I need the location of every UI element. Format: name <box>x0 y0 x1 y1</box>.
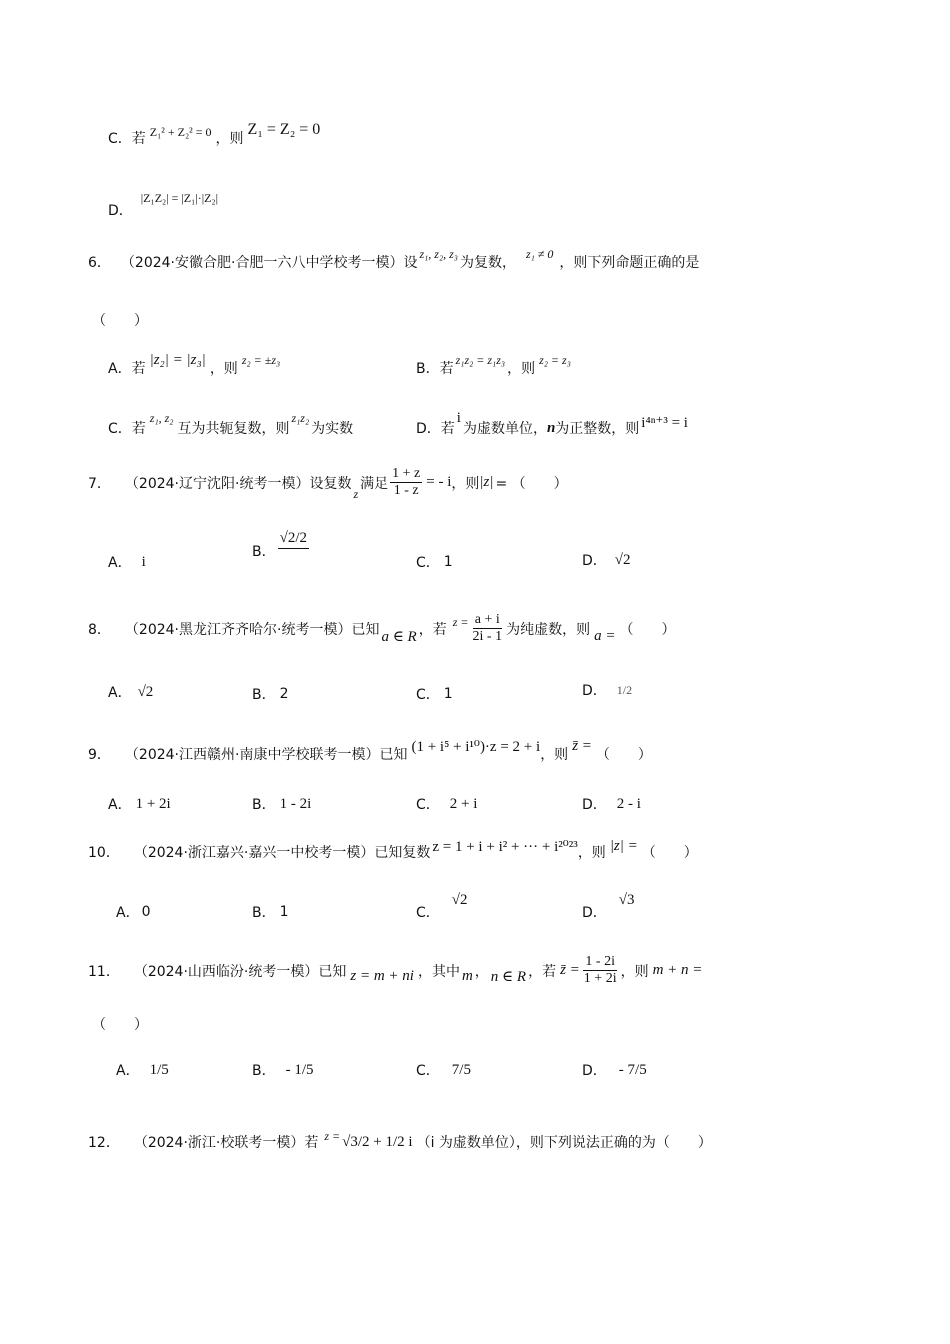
q6-a-label: A．若 <box>108 361 146 377</box>
q7-frac-den: 1 - z <box>393 483 419 498</box>
q11-expr: z = m + ni <box>350 968 414 984</box>
q10-tail: ，则 <box>577 845 606 861</box>
q7-b-label: B． <box>252 543 276 560</box>
q6-d-mid2: 为正整数，则 <box>555 421 640 437</box>
q6-option-d <box>416 409 688 437</box>
q5-d-label: D． <box>108 203 133 219</box>
q11-d-label: D． <box>582 1063 607 1079</box>
q6-c-label: C．若 <box>108 421 146 437</box>
q12-num: 12． <box>88 1135 120 1151</box>
q6-vars: z₁, z₂, z₃ <box>419 246 458 261</box>
q7-option-c <box>416 552 453 572</box>
q9-b-val: 1 - 2i <box>279 795 312 812</box>
q7-option-d <box>582 550 631 570</box>
q11-option-c <box>416 1060 471 1080</box>
q11-m: m <box>461 968 473 984</box>
q9-d-val: 2 - i <box>616 795 641 812</box>
q7-mid: 满足 <box>360 475 389 492</box>
q8-tail: 为纯虚数，则 <box>506 621 591 638</box>
q7-option-a <box>108 552 146 572</box>
q11-a-label: A． <box>116 1063 140 1079</box>
q12-stem <box>88 1128 712 1152</box>
q7-eq: = - i <box>426 474 452 490</box>
q11-source: （2024·山西临汾·统考一模）已知 <box>133 963 347 980</box>
q7-paren: = （ ） <box>495 475 568 492</box>
q6-c-vars: z₁, z₂ <box>149 410 174 425</box>
q6-mid: 为复数， <box>459 255 516 271</box>
q5-option-d <box>108 188 219 219</box>
q6-paren-row <box>92 310 148 330</box>
q6-c-tail: 为实数 <box>311 421 354 437</box>
q9-option-d <box>582 794 641 814</box>
q6-source: （2024·安徽合肥·合肥一六八中学校考一模）设 <box>120 255 418 271</box>
q6-a-concl: z₂ = ±z₃ <box>241 352 281 367</box>
q12-tail: （i 为虚数单位），则下列说法正确的为（ ） <box>416 1135 712 1151</box>
q10-stem <box>88 836 698 861</box>
q10-b-label: B． <box>252 905 276 921</box>
q11-zbar: z̄ = <box>560 962 580 978</box>
q9-c-label: C． <box>416 797 440 813</box>
q10-a-val: 0 <box>141 904 151 920</box>
q8-paren: （ ） <box>619 621 676 638</box>
q5-c-mid: ，则 <box>215 131 244 147</box>
q10-num: 10． <box>88 845 120 861</box>
q7-frac-num: 1 + z <box>392 466 421 481</box>
q6-c-expr: z₁z₂ <box>291 410 310 425</box>
q11-a-val: 1/5 <box>149 1061 169 1078</box>
q7-c-val: 1 <box>443 554 453 570</box>
q6-option-c <box>108 410 354 437</box>
q11-sep: ， <box>474 963 489 980</box>
q7-b-val: √2/2 <box>278 528 309 549</box>
q8-cond: a ∈ R <box>381 629 417 645</box>
q8-num: 8． <box>88 621 111 638</box>
q11-b-label: B． <box>252 1063 276 1079</box>
q6-paren: （ ） <box>92 313 148 329</box>
q7-source: （2024·辽宁沈阳·统考一模）设复数 <box>124 475 352 492</box>
q5-c-cond: Z₁² + Z₂² = 0 <box>149 124 212 139</box>
q10-a-label: A． <box>116 905 140 921</box>
q11-d-val: - 7/5 <box>618 1061 647 1078</box>
q6-b-mid: ，则 <box>507 361 536 377</box>
q11-mid: ，其中 <box>417 963 460 980</box>
q11-tail: ，则 <box>620 963 649 980</box>
q8-a-eq: a = <box>594 628 616 644</box>
q10-expr: z = 1 + i + i² + ··· + i²⁰²³ <box>432 838 578 855</box>
q9-expr: (1 + i⁵ + i¹⁰)·z = 2 + i <box>411 738 541 755</box>
q8-option-c <box>416 684 453 704</box>
q7-z: z <box>353 487 359 501</box>
q6-option-b <box>416 350 571 377</box>
q10-b-val: 1 <box>279 904 289 920</box>
q11-b-val: - 1/5 <box>285 1061 314 1078</box>
q11-num: 11． <box>88 963 120 980</box>
q10-option-a <box>116 902 151 922</box>
q6-c-mid: 互为共轭复数，则 <box>177 421 290 437</box>
q11-stem <box>88 954 702 987</box>
q8-mid: ，若 <box>418 621 447 638</box>
q9-c-val: 2 + i <box>449 795 478 812</box>
q7-d-label: D． <box>582 553 607 569</box>
q7-tail: ，则 <box>451 475 480 492</box>
q10-option-b <box>252 902 289 922</box>
q9-a-label: A． <box>108 797 132 813</box>
q9-tail: ，则 <box>540 747 569 763</box>
q11-c-val: 7/5 <box>451 1061 471 1078</box>
q6-b-concl: z₂ = z₃ <box>539 352 571 367</box>
q11-frac-den: 1 + 2i <box>583 971 617 986</box>
q5-c-concl: Z₁ = Z₂ = 0 <box>247 121 321 138</box>
q7-fraction <box>390 466 422 499</box>
q9-option-c <box>416 794 477 814</box>
q6-d-mid: 为虚数单位， <box>462 421 547 437</box>
q7-c-label: C． <box>416 555 440 571</box>
q6-stem <box>88 246 700 272</box>
q7-a-label: A． <box>108 555 132 571</box>
q8-option-a <box>108 682 153 702</box>
q8-option-b <box>252 684 289 704</box>
q8-frac-den: 2i - 1 <box>472 629 503 644</box>
q9-b-label: B． <box>252 797 276 813</box>
q8-frac-num: a + i <box>474 612 500 627</box>
q8-d-label: D． <box>582 683 607 699</box>
q8-d-val: 1/2 <box>616 682 633 697</box>
q11-mid2: ，若 <box>528 963 557 980</box>
q7-d-val: √2 <box>614 551 631 568</box>
q6-d-n: n <box>546 419 556 436</box>
q6-option-a <box>108 350 281 377</box>
q7-num: 7． <box>88 475 111 492</box>
q10-source: （2024·浙江嘉兴·嘉兴一中校考一模）已知复数 <box>133 845 431 861</box>
q8-a-label: A． <box>108 685 132 701</box>
q10-option-c <box>416 890 468 921</box>
q8-stem <box>88 612 675 645</box>
q11-frac-num: 1 - 2i <box>585 954 615 969</box>
q6-d-label: D．若 <box>416 421 455 437</box>
q12-z-eq: z = <box>324 1128 341 1143</box>
q6-b-cond: z₁z₂ = z₁z₃ <box>455 352 506 367</box>
q9-paren: （ ） <box>595 747 652 763</box>
q7-a-val: i <box>141 553 146 570</box>
q9-a-val: 1 + 2i <box>135 795 171 812</box>
q10-option-d <box>582 890 635 921</box>
q10-c-val: √2 <box>451 891 468 908</box>
q8-b-val: 2 <box>279 686 289 702</box>
q5-d-expr: |Z₁Z₂| = |Z₁|·|Z₂| <box>140 190 219 205</box>
q9-d-label: D． <box>582 797 607 813</box>
q10-d-label: D． <box>582 905 607 921</box>
q7-abs: |z| <box>479 474 494 490</box>
q7-stem <box>88 466 568 499</box>
q8-z-eq: z = <box>452 615 469 629</box>
q11-option-d <box>582 1060 647 1080</box>
q8-a-val: √2 <box>137 683 154 700</box>
q6-a-mid: ，则 <box>209 361 238 377</box>
q9-source: （2024·江西赣州·南康中学校联考一模）已知 <box>124 747 408 763</box>
q8-source: （2024·黑龙江齐齐哈尔·统考一模）已知 <box>124 621 380 638</box>
q11-option-a <box>116 1060 169 1080</box>
q11-paren-row <box>92 1014 148 1034</box>
q12-expr: √3/2 + 1/2 i <box>342 1133 413 1150</box>
q5-option-c <box>108 121 321 148</box>
q10-paren: （ ） <box>641 845 698 861</box>
q9-num: 9． <box>88 747 111 763</box>
q8-b-label: B． <box>252 687 276 703</box>
q7-b-fraction <box>278 528 309 549</box>
q9-zbar: z̄ = <box>572 737 592 754</box>
q9-stem <box>88 736 652 763</box>
q11-paren: （ ） <box>92 1017 148 1033</box>
q8-option-d <box>582 680 632 700</box>
q5-c-label: C．若 <box>108 131 146 147</box>
q6-d-expr: i⁴ⁿ⁺³ = i <box>641 414 688 431</box>
q11-nR: n ∈ R <box>490 969 527 985</box>
q7-option-b <box>252 528 311 560</box>
q11-mn: m + n = <box>652 962 703 978</box>
q11-c-label: C． <box>416 1063 440 1079</box>
q12-source: （2024·浙江·校联考一模）若 <box>133 1135 319 1151</box>
q8-c-val: 1 <box>443 686 453 702</box>
q10-c-label: C． <box>416 905 440 921</box>
q6-num: 6． <box>88 255 111 271</box>
q6-b-label: B．若 <box>416 361 454 377</box>
q6-cond: z₁ ≠ 0 <box>525 246 554 261</box>
q11-fraction <box>582 954 619 987</box>
q9-option-a <box>108 794 171 814</box>
q11-option-b <box>252 1060 314 1080</box>
q6-a-cond: |z₂| = |z₃| <box>149 351 206 368</box>
q6-d-i: i <box>456 409 461 426</box>
q8-fraction <box>471 612 505 645</box>
q8-c-label: C． <box>416 687 440 703</box>
q10-abs: |z| = <box>609 837 638 854</box>
q10-d-val: √3 <box>618 891 635 908</box>
q6-tail: ，则下列命题正确的是 <box>559 255 700 271</box>
q9-option-b <box>252 794 311 814</box>
